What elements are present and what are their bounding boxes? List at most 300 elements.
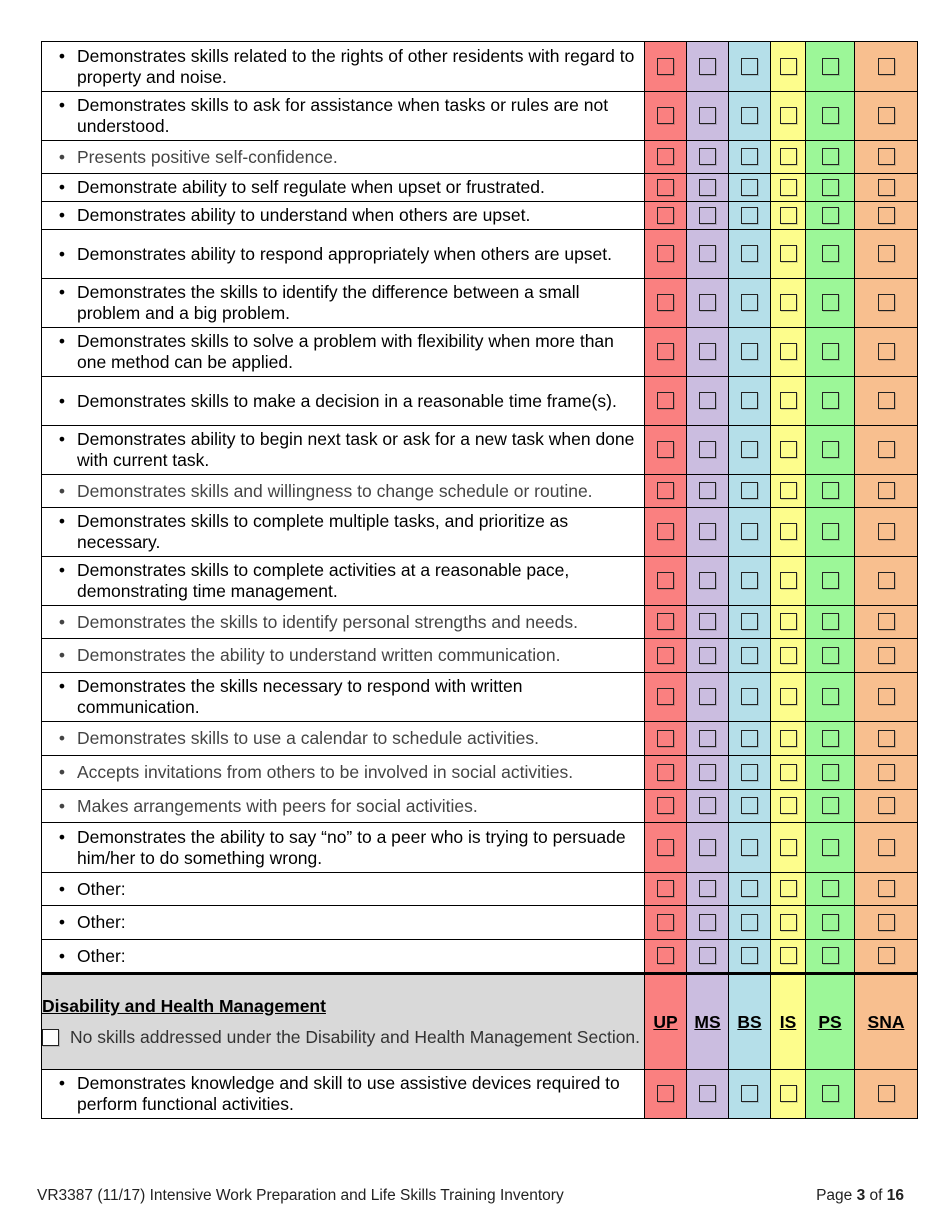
checkbox-ps[interactable] [822,839,839,856]
checkbox-ms[interactable] [699,523,716,540]
checkbox-ms[interactable] [699,58,716,75]
rating-cell-sna [855,230,918,279]
checkbox-bs[interactable] [741,107,758,124]
checkbox-is[interactable] [780,107,797,124]
skill-cell [42,940,645,974]
checkbox-bs[interactable] [741,914,758,931]
checkbox-ps[interactable] [822,613,839,630]
checkbox-sna[interactable] [878,572,895,589]
checkbox-up[interactable] [657,764,674,781]
bullet-icon: • [58,762,66,782]
checkbox-sna[interactable] [878,392,895,409]
rating-cell-sna [855,940,918,974]
bullet-icon: • [58,243,66,264]
checkbox-sna[interactable] [878,179,895,196]
rating-cell-ps [806,141,855,174]
skill-row [42,790,918,823]
checkbox-ps[interactable] [822,482,839,499]
rating-cell-sna [855,673,918,722]
checkbox-sna[interactable] [878,764,895,781]
checkbox-up[interactable] [657,730,674,747]
skill-cell [42,328,645,377]
checkbox-is[interactable] [780,482,797,499]
checkbox-up[interactable] [657,294,674,311]
checkbox-ms[interactable] [699,1085,716,1102]
checkbox-up[interactable] [657,482,674,499]
checkbox-ps[interactable] [822,947,839,964]
bullet-icon: • [58,795,66,816]
bullet-icon: • [58,480,66,501]
bullet-icon: • [58,645,66,665]
rating-cell-up [645,328,687,377]
checkbox-bs[interactable] [741,613,758,630]
checkbox-ms[interactable] [699,839,716,856]
checkbox-ms[interactable] [699,914,716,931]
skill-text: Demonstrates skills to use a calendar to schedule activities. [77,728,540,748]
checkbox-ps[interactable] [822,914,839,931]
rating-cell-bs [729,508,771,557]
rating-cell-ms [687,1070,729,1119]
checkbox-ms[interactable] [699,880,716,897]
checkbox-ms[interactable] [699,482,716,499]
rating-cell-bs [729,756,771,790]
checkbox-sna[interactable] [878,523,895,540]
rating-cell-up [645,756,687,790]
rating-cell-sna [855,756,918,790]
checkbox-sna[interactable] [878,947,895,964]
rating-cell-ms [687,940,729,974]
checkbox-ps[interactable] [822,343,839,360]
rating-cell-up [645,557,687,606]
skill-text: Accepts invitations from others to be involved in social activities. [77,762,574,782]
skill-row [42,328,918,377]
checkbox-is[interactable] [780,1085,797,1102]
rating-cell-is [771,790,806,823]
checkbox-is[interactable] [780,647,797,664]
skill-text-block [42,944,644,969]
rating-cell-sna [855,279,918,328]
rating-cell-is [771,639,806,673]
rating-cell-up [645,790,687,823]
no-skills-label: No skills addressed under the Disability and Health Management Section. [70,1027,641,1047]
checkbox-ps[interactable] [822,572,839,589]
rating-cell-ps [806,906,855,940]
checkbox-ms[interactable] [699,572,716,589]
column-header-is: IS [771,974,806,1070]
rating-cell-bs [729,42,771,92]
section-header-row [42,974,918,1070]
checkbox-is[interactable] [780,523,797,540]
skill-text-block [42,242,644,267]
column-header-up: UP [645,974,687,1070]
section-header-cell [42,974,645,1070]
rating-cell-ms [687,92,729,141]
checkbox-up[interactable] [657,880,674,897]
checkbox-ms[interactable] [699,148,716,165]
bullet-icon: • [58,205,66,225]
rating-cell-bs [729,230,771,279]
skill-text-block [42,674,644,720]
checkbox-bs[interactable] [741,839,758,856]
checkbox-is[interactable] [780,179,797,196]
checkbox-ps[interactable] [822,730,839,747]
rating-cell-ps [806,174,855,202]
rating-cell-ps [806,557,855,606]
rating-cell-bs [729,940,771,974]
checkbox-up[interactable] [657,148,674,165]
checkbox-bs[interactable] [741,294,758,311]
rating-cell-sna [855,42,918,92]
rating-cell-up [645,174,687,202]
checkbox-ms[interactable] [699,343,716,360]
rating-cell-up [645,1070,687,1119]
skill-row [42,426,918,475]
skill-cell [42,722,645,756]
checkbox-sna[interactable] [878,914,895,931]
checkbox-ps[interactable] [822,647,839,664]
rating-cell-sna [855,141,918,174]
checkbox-sna[interactable] [878,107,895,124]
checkbox-bs[interactable] [741,482,758,499]
checkbox-ms[interactable] [699,392,716,409]
rating-cell-sna [855,557,918,606]
rating-cell-ps [806,639,855,673]
rating-cell-ps [806,92,855,141]
checkbox-bs[interactable] [741,148,758,165]
checkbox-bs[interactable] [741,730,758,747]
no-skills-option [42,1027,644,1048]
checkbox-sna[interactable] [878,482,895,499]
checkbox-ps[interactable] [822,1085,839,1102]
rating-cell-bs [729,639,771,673]
skill-text-block [42,910,644,935]
skill-text-block [42,93,644,139]
rating-cell-is [771,141,806,174]
checkbox-is[interactable] [780,613,797,630]
checkbox-is[interactable] [780,947,797,964]
checkbox-bs[interactable] [741,647,758,664]
checkbox-ps[interactable] [822,58,839,75]
rating-cell-up [645,873,687,906]
rating-cell-ms [687,722,729,756]
checkbox-ps[interactable] [822,764,839,781]
page-total: 16 [886,1187,904,1204]
checkbox-bs[interactable] [741,1085,758,1102]
checkbox-ms[interactable] [699,688,716,705]
bullet-icon: • [58,878,66,899]
checkbox-is[interactable] [780,58,797,75]
checkbox-sna[interactable] [878,441,895,458]
checkbox-up[interactable] [657,839,674,856]
rating-cell-up [645,823,687,873]
rating-cell-is [771,673,806,722]
bullet-icon: • [58,912,66,932]
skill-cell [42,1070,645,1119]
checkbox-bs[interactable] [741,441,758,458]
rating-cell-up [645,42,687,92]
checkbox-up[interactable] [657,392,674,409]
checkbox-sna[interactable] [878,1085,895,1102]
skill-cell [42,557,645,606]
rating-cell-bs [729,92,771,141]
skill-cell [42,279,645,328]
page-current: 3 [856,1187,866,1204]
checkbox-up[interactable] [657,688,674,705]
checkbox-up[interactable] [657,343,674,360]
rating-cell-ms [687,756,729,790]
checkbox-up[interactable] [657,613,674,630]
checkbox-sna[interactable] [878,880,895,897]
checkbox-ms[interactable] [699,245,716,262]
checkbox-bs[interactable] [741,880,758,897]
checkbox-sna[interactable] [878,730,895,747]
checkbox-is[interactable] [780,294,797,311]
rating-cell-ms [687,673,729,722]
rating-cell-up [645,639,687,673]
skill-text: Demonstrates knowledge and skill to use assistive devices required to perform functional activities. [77,1073,620,1114]
rating-cell-ps [806,475,855,508]
checkbox-bs[interactable] [741,343,758,360]
checkbox-up[interactable] [657,58,674,75]
checkbox-ps[interactable] [822,880,839,897]
skill-row [42,475,918,508]
checkbox-up[interactable] [657,441,674,458]
checkbox-sna[interactable] [878,245,895,262]
checkbox-ps[interactable] [822,107,839,124]
rating-cell-is [771,92,806,141]
checkbox-bs[interactable] [741,207,758,224]
skill-text: Demonstrates skills to complete activities at a reasonable pace, demonstrating time management. [77,560,570,601]
rating-cell-bs [729,1070,771,1119]
column-header-bs: BS [729,974,771,1070]
checkbox-is[interactable] [780,343,797,360]
page-of: of [865,1187,887,1204]
checkbox-ms[interactable] [699,441,716,458]
skill-text: Demonstrates the ability to say “no” to a peer who is trying to persuade him/her to do something wrong. [77,826,626,868]
rating-cell-bs [729,790,771,823]
checkbox-ms[interactable] [699,947,716,964]
skill-text-block [42,280,644,326]
checkbox-is[interactable] [780,207,797,224]
column-header-sna: SNA [855,974,918,1070]
skill-row [42,42,918,92]
checkbox-sna[interactable] [878,613,895,630]
checkbox-sna[interactable] [878,148,895,165]
checkbox-up[interactable] [657,179,674,196]
checkbox-sna[interactable] [878,688,895,705]
checkbox-is[interactable] [780,688,797,705]
checkbox-ps[interactable] [822,441,839,458]
rating-cell-ms [687,230,729,279]
skill-cell [42,508,645,557]
rating-cell-up [645,508,687,557]
rating-cell-ps [806,673,855,722]
checkbox-up[interactable] [657,914,674,931]
rating-cell-up [645,475,687,508]
checkbox-bs[interactable] [741,523,758,540]
rating-cell-ms [687,42,729,92]
rating-cell-is [771,328,806,377]
skill-text-block [42,610,644,635]
rating-cell-sna [855,906,918,940]
skill-text: Demonstrates skills to make a decision in a reasonable time frame(s). [77,390,617,411]
skill-text-block [42,203,644,228]
skill-text-block [42,794,644,819]
rating-cell-up [645,279,687,328]
checkbox-ps[interactable] [822,294,839,311]
rating-cell-ps [806,426,855,475]
rating-cell-ms [687,606,729,639]
rating-cell-up [645,940,687,974]
skill-text: Demonstrates ability to understand when others are upset. [77,205,531,225]
rating-cell-bs [729,823,771,873]
rating-cell-up [645,92,687,141]
rating-cell-is [771,202,806,230]
checkbox-sna[interactable] [878,797,895,814]
skill-text-block [42,389,644,414]
checkbox-is[interactable] [780,839,797,856]
rating-cell-ms [687,141,729,174]
checkbox-up[interactable] [657,207,674,224]
rating-cell-bs [729,279,771,328]
skill-text: Presents positive self-confidence. [77,146,338,167]
skill-row [42,940,918,974]
checkbox-ps[interactable] [822,523,839,540]
skill-text: Demonstrates skills and willingness to change schedule or routine. [77,480,593,501]
rating-cell-is [771,475,806,508]
checkbox-up[interactable] [657,947,674,964]
checkbox-bs[interactable] [741,245,758,262]
skill-text-block [42,825,644,871]
section-title: Disability and Health Management [42,996,326,1016]
skill-row [42,508,918,557]
checkbox-up[interactable] [657,523,674,540]
rating-cell-ms [687,174,729,202]
bullet-icon: • [58,826,66,847]
checkbox-ms[interactable] [699,294,716,311]
rating-cell-is [771,722,806,756]
checkbox-up[interactable] [657,647,674,664]
rating-cell-ps [806,756,855,790]
skill-row [42,639,918,673]
skill-cell [42,42,645,92]
checkbox-up[interactable] [657,245,674,262]
checkbox-is[interactable] [780,730,797,747]
skill-text-block [42,760,644,785]
rating-cell-is [771,756,806,790]
rating-cell-bs [729,328,771,377]
bullet-icon: • [58,560,66,580]
checkbox-is[interactable] [780,797,797,814]
checkbox-ms[interactable] [699,107,716,124]
checkbox-ps[interactable] [822,797,839,814]
bullet-icon: • [58,146,66,167]
checkbox-sna[interactable] [878,839,895,856]
checkbox-ps[interactable] [822,688,839,705]
checkbox-is[interactable] [780,148,797,165]
checkbox-is[interactable] [780,880,797,897]
skill-cell [42,639,645,673]
rating-cell-sna [855,790,918,823]
bullet-icon: • [58,177,66,197]
checkbox-is[interactable] [780,392,797,409]
checkbox-is[interactable] [780,914,797,931]
checkbox-ms[interactable] [699,613,716,630]
checkbox-bs[interactable] [741,392,758,409]
rating-cell-up [645,377,687,426]
checkbox-bs[interactable] [741,764,758,781]
checkbox-ms[interactable] [699,647,716,664]
rating-cell-ps [806,790,855,823]
skill-row [42,279,918,328]
checkbox-is[interactable] [780,572,797,589]
checkbox-ms[interactable] [699,764,716,781]
bullet-icon: • [58,390,66,411]
skill-text-block [42,479,644,504]
rating-cell-sna [855,92,918,141]
skill-row [42,606,918,639]
checkbox-bs[interactable] [741,688,758,705]
checkbox-up[interactable] [657,107,674,124]
skill-text-block [42,145,644,170]
checkbox-sna[interactable] [878,647,895,664]
rating-cell-up [645,906,687,940]
rating-cell-bs [729,174,771,202]
rating-cell-bs [729,377,771,426]
checkbox-ms[interactable] [699,207,716,224]
checkbox-bs[interactable] [741,572,758,589]
checkbox-is[interactable] [780,441,797,458]
rating-cell-up [645,426,687,475]
bullet-icon: • [58,1073,66,1093]
skill-row [42,873,918,906]
checkbox-ps[interactable] [822,245,839,262]
checkbox-bs[interactable] [741,797,758,814]
rating-cell-up [645,673,687,722]
checkbox-ms[interactable] [699,179,716,196]
checkbox-sna[interactable] [878,58,895,75]
checkbox-sna[interactable] [878,207,895,224]
checkbox-up[interactable] [657,572,674,589]
checkbox-up[interactable] [657,1085,674,1102]
checkbox-up[interactable] [657,797,674,814]
checkbox-bs[interactable] [741,179,758,196]
checkbox-ps[interactable] [822,148,839,165]
checkbox-bs[interactable] [741,58,758,75]
checkbox-ps[interactable] [822,392,839,409]
rating-cell-ps [806,873,855,906]
checkbox-ps[interactable] [822,207,839,224]
column-header-ps: PS [806,974,855,1070]
rating-cell-ms [687,557,729,606]
checkbox-ms[interactable] [699,730,716,747]
checkbox-ms[interactable] [699,797,716,814]
checkbox-is[interactable] [780,764,797,781]
bullet-icon: • [58,945,66,966]
checkbox-ps[interactable] [822,179,839,196]
checkbox-sna[interactable] [878,343,895,360]
checkbox-is[interactable] [780,245,797,262]
skill-cell [42,230,645,279]
no-skills-checkbox[interactable] [42,1029,59,1046]
skill-cell [42,606,645,639]
rating-cell-is [771,557,806,606]
rating-cell-sna [855,508,918,557]
checkbox-bs[interactable] [741,947,758,964]
skill-row [42,722,918,756]
checkbox-sna[interactable] [878,294,895,311]
skill-row [42,174,918,202]
